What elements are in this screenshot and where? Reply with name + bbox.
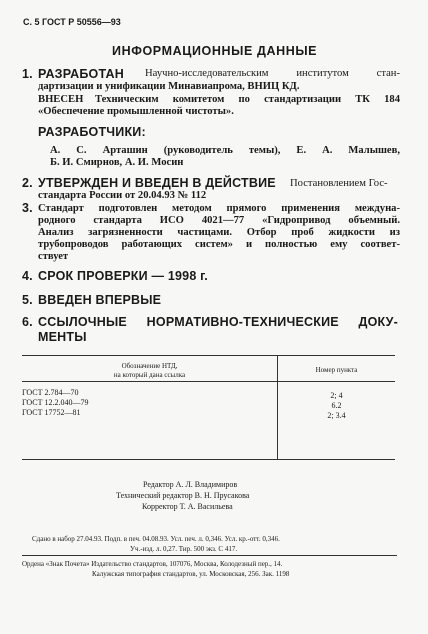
section-3-line-3: Анализ загрязненности частицами. Отбор проб жидкости из xyxy=(38,227,400,238)
section-3-number: 3. xyxy=(22,201,33,215)
table-header-rule xyxy=(22,381,395,382)
section-2-heading: УТВЕРЖДЕН И ВВЕДЕН В ДЕЙСТВИЕ xyxy=(38,176,276,190)
column-header-document-2: на который дана ссылка xyxy=(113,371,186,379)
section-5-number: 5. xyxy=(22,293,33,307)
page-title: ИНФОРМАЦИОННЫЕ ДАННЫЕ xyxy=(112,44,318,58)
section-2-line-2: стандарта России от 20.04.93 № 112 xyxy=(38,190,207,201)
section-1-line-4: «Обеспечение промышленной чистоты». xyxy=(38,106,234,117)
section-2-line-1: Постановлением Гос- xyxy=(290,178,388,189)
section-1-line-2: дартизации и унификации Минавиапрома, ВНИЦ КД. xyxy=(38,81,300,92)
publisher-line-2: Калужская типография стандартов, ул. Московская, 256. Зак. 1198 xyxy=(92,570,290,578)
imprint-line-2: Уч.-изд. л. 0,27. Тир. 500 экз. С 417. xyxy=(130,545,238,553)
section-3-line-2: родного стандарта ИСО 4021—77 «Гидропривод объемный. xyxy=(38,215,400,226)
table-row-3-items: 2; 3.4 xyxy=(327,411,346,420)
section-6-line-1: ССЫЛОЧНЫЕ НОРМАТИВНО-ТЕХНИЧЕСКИЕ ДОКУ- xyxy=(38,315,398,329)
section-1-line-3-label: ВНЕСЕН xyxy=(38,94,84,105)
table-bottom-rule xyxy=(22,459,395,460)
editor-credit: Редактор А. Л. Владимиров xyxy=(143,480,238,489)
table-top-rule xyxy=(22,355,395,356)
corrector-credit: Корректор Т. А. Васильева xyxy=(142,502,233,511)
section-2-number: 2. xyxy=(22,176,33,190)
developers-heading: РАЗРАБОТЧИКИ: xyxy=(38,125,146,139)
table-row-1-doc: ГОСТ 2.784—70 xyxy=(22,388,79,397)
column-header-items: Номер пункта xyxy=(315,366,358,374)
section-6-line-2: МЕНТЫ xyxy=(38,330,87,344)
table-row-1-items: 2; 4 xyxy=(330,391,343,400)
table-row-2-doc: ГОСТ 12.2.040—79 xyxy=(22,398,89,407)
publisher-line-1: Ордена «Знак Почета» Издательство стандартов, 107076, Москва, Колодезный пер., 14. xyxy=(22,560,283,568)
page-reference: С. 5 ГОСТ Р 50556—93 xyxy=(23,17,121,27)
section-4-text: СРОК ПРОВЕРКИ — 1998 г. xyxy=(38,269,208,283)
imprint-line-1: Сдано в набор 27.04.93. Подп. в печ. 04.08.93. Усл. печ. л. 0,346. Усл. кр.-отт. 0,346. xyxy=(32,535,280,543)
section-1-number: 1. xyxy=(22,67,33,81)
section-5-text: ВВЕДЕН ВПЕРВЫЕ xyxy=(38,293,162,307)
section-1-heading: РАЗРАБОТАН xyxy=(38,67,124,81)
tech-editor-credit: Технический редактор В. Н. Прусакова xyxy=(116,491,250,500)
developers-line-2: Б. И. Смирнов, А. И. Мосин xyxy=(50,157,184,168)
section-3-line-1: Стандарт подготовлен методом прямого применения междуна- xyxy=(38,203,400,214)
section-1-line-1: Научно-исследовательским институтом стан- xyxy=(145,68,400,79)
section-4-number: 4. xyxy=(22,269,33,283)
reference-table xyxy=(22,355,395,460)
table-row-2-items: 6.2 xyxy=(331,401,342,410)
table-row-3-doc: ГОСТ 17752—81 xyxy=(22,408,81,417)
section-3-line-4: трубопроводов работающих систем» и полностью ему соответ- xyxy=(38,239,400,250)
section-1-line-3: Техническим комитетом по стандартизации ТК 184 xyxy=(95,94,400,105)
section-6-number: 6. xyxy=(22,315,33,329)
section-3-line-5: ствует xyxy=(38,251,69,262)
column-header-document-1: Обозначение НТД, xyxy=(121,362,178,370)
imprint-divider xyxy=(22,555,397,556)
developers-line-1: А. С. Арташин (руководитель темы), Е. А. Малышев, xyxy=(50,145,400,156)
